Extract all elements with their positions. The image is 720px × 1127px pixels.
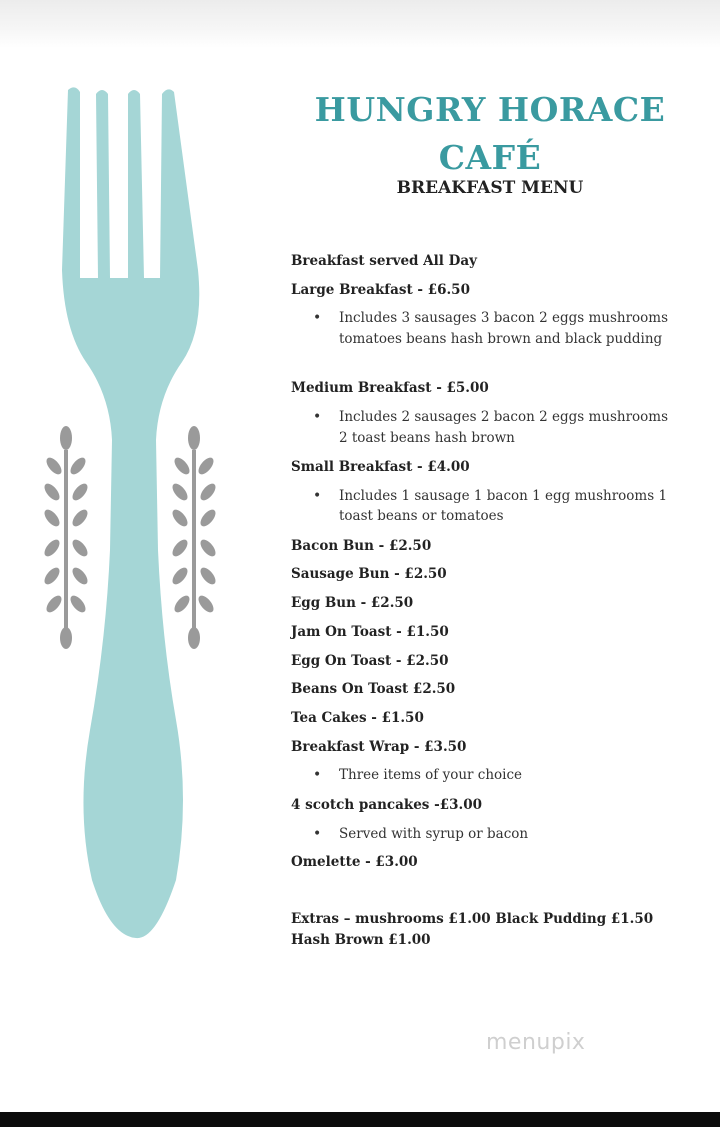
title-line-1: HUNGRY HORACE [314, 90, 666, 129]
cafe-title [290, 86, 690, 182]
description-text: Three items of your choice [339, 767, 523, 784]
menu-item-medium-breakfast: Medium Breakfast - £5.00 [291, 380, 489, 397]
bottom-band [0, 1112, 720, 1127]
title-line-2: CAFÉ [438, 138, 542, 177]
menu-item-bacon-bun: Bacon Bun - £2.50 [291, 537, 432, 554]
extras-line-1: Extras – mushrooms £1.00 Black Pudding £1.50 [291, 910, 654, 927]
extras-line-2: Hash Brown £1.00 [291, 931, 431, 948]
menu-subtitle: BREAKFAST MENU [396, 178, 584, 198]
menu-item-small-breakfast: Small Breakfast - £4.00 [291, 459, 470, 476]
menu-item-description [291, 824, 671, 852]
menu-item-scotch-pancakes: 4 scotch pancakes -£3.00 [291, 797, 482, 814]
leaf-sprig-icon [40, 420, 92, 652]
extras-section [291, 909, 671, 951]
served-all-day-note: Breakfast served All Day [291, 253, 477, 269]
menu-item-omelette: Omelette - £3.00 [291, 853, 418, 870]
description-text: Includes 1 sausage 1 bacon 1 egg mushrooms 1 toast beans or tomatoes [339, 487, 668, 525]
bullet-icon: • [313, 310, 322, 327]
bullet-icon: • [313, 767, 322, 784]
menu-item-jam-on-toast: Jam On Toast - £1.50 [291, 623, 449, 640]
menu-item-breakfast-wrap: Breakfast Wrap - £3.50 [291, 738, 467, 755]
top-band [0, 0, 720, 48]
menu-list [291, 251, 671, 951]
menu-item-large-breakfast: Large Breakfast - £6.50 [291, 281, 470, 298]
leaf-sprig-icon [168, 420, 220, 652]
menu-item-description [291, 765, 671, 795]
description-text: Includes 3 sausages 3 bacon 2 eggs mushrooms tomatoes beans hash brown and black pudding [339, 310, 669, 347]
description-text: Includes 2 sausages 2 bacon 2 eggs mushrooms 2 toast beans hash brown [339, 409, 669, 446]
menu-item-description [291, 308, 671, 378]
description-text: Served with syrup or bacon [339, 825, 529, 842]
menu-item-egg-bun: Egg Bun - £2.50 [291, 595, 414, 612]
menu-item-beans-on-toast: Beans On Toast £2.50 [291, 681, 456, 698]
bullet-icon: • [313, 487, 322, 504]
menu-item-egg-on-toast: Egg On Toast - £2.50 [291, 652, 449, 669]
bullet-icon: • [313, 409, 322, 426]
menu-item-tea-cakes: Tea Cakes - £1.50 [291, 709, 424, 726]
bullet-icon: • [313, 825, 322, 842]
menu-item-description [291, 486, 671, 536]
watermark: menupix [486, 1030, 586, 1055]
menu-item-description [291, 407, 671, 457]
menu-item-sausage-bun: Sausage Bun - £2.50 [291, 566, 447, 583]
